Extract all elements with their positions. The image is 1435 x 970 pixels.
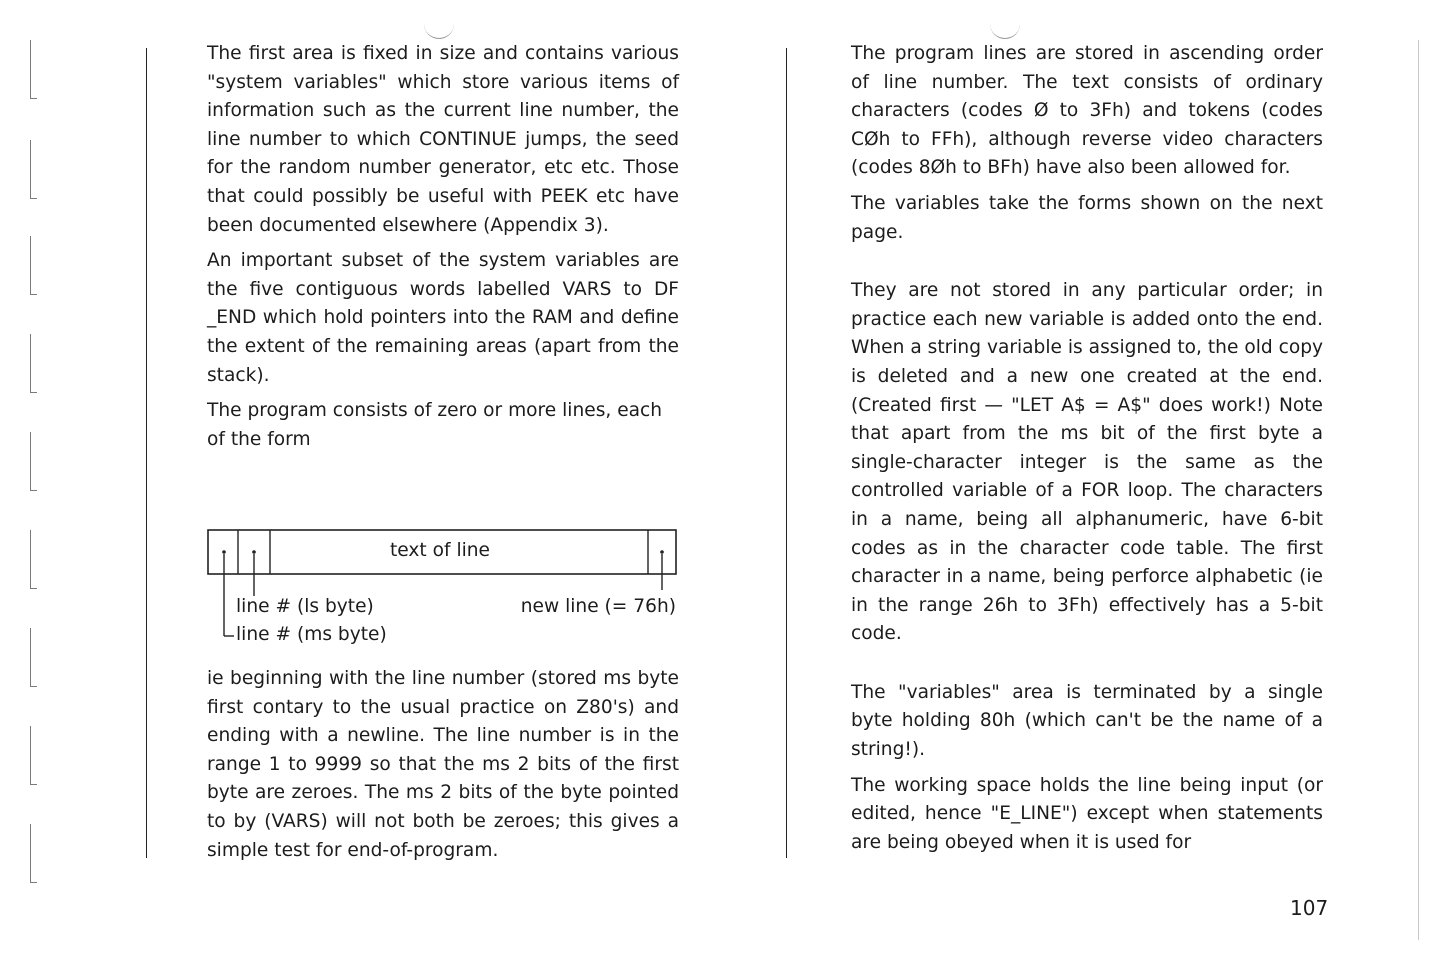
left-column-continued bbox=[207, 665, 679, 865]
diagram-box-text: text of line bbox=[390, 540, 490, 561]
spacer bbox=[851, 649, 1323, 679]
binding-mark bbox=[30, 726, 37, 785]
diagram-label-newline: new line (= 76h) bbox=[520, 596, 676, 617]
left-column bbox=[207, 40, 679, 454]
binding-mark bbox=[30, 40, 37, 99]
paragraph: The variables take the forms shown on the next page. bbox=[851, 192, 1323, 243]
spacer bbox=[851, 247, 1323, 277]
paragraph: The "variables" area is terminated by a single byte holding 80h (which can't be the name of a string!). bbox=[851, 681, 1323, 761]
paragraph: The first area is fixed in size and contains various "system variables" which store various items of information such as the current line number, the line number to which CONTINUE jumps, the seed for the random number generator, etc etc. Those that could possibly be useful with PEEK etc have been documented elsewhere (Appendix 3). bbox=[207, 43, 679, 236]
punch-hole bbox=[424, 10, 454, 39]
binding-mark bbox=[30, 432, 37, 491]
page-edge bbox=[1418, 40, 1419, 940]
paragraph: The program lines are stored in ascending order of line number. The text consists of ordinary characters (codes Ø to 3Fh) and tokens (codes CØh to FFh), although reverse video characters (codes 8Øh to BFh) have also been allowed for. bbox=[851, 43, 1323, 179]
right-column-rule bbox=[786, 48, 787, 858]
paragraph: The working space holds the line being input (or edited, hence "E_LINE") except when statements are being obeyed when it is used for bbox=[851, 774, 1323, 853]
program-line-diagram bbox=[206, 528, 682, 658]
right-column bbox=[851, 40, 1323, 857]
page-number: 107 bbox=[1290, 896, 1329, 920]
diagram-label-ms: line # (ms byte) bbox=[236, 624, 387, 645]
binding-mark bbox=[30, 140, 37, 199]
binding-mark bbox=[30, 530, 37, 589]
paragraph: The program consists of zero or more lines, each of the form bbox=[207, 400, 663, 450]
diagram-label-ls: line # (ls byte) bbox=[236, 596, 374, 617]
left-column-rule bbox=[146, 48, 147, 858]
binding-mark bbox=[30, 824, 37, 883]
paragraph: They are not stored in any particular order; in practice each new variable is added onto the end. When a string variable is assigned to, the old copy is deleted and a new one created at the end. (Created first — "LET A$ = A$" does work!) Note that apart from the ms bit of the first byte a single-character integer is the same as the controlled variable of a FOR loop. The characters in a name, being all alphanumeric, have 6-bit codes as in the character code table. The first character in a name, being perforce alphabetic (ie in the range 26h to 3Fh) effectively has a 5-bit code. bbox=[851, 280, 1323, 645]
binding-mark bbox=[30, 236, 37, 295]
paragraph: An important subset of the system variables are the five contiguous words labelled VARS to DF _END which hold pointers into the RAM and define the extent of the remaining areas (apart from the stack). bbox=[207, 250, 679, 386]
binding-mark bbox=[30, 628, 37, 687]
paragraph: ie beginning with the line number (stored ms byte first contary to the usual practice on Z80's) and ending with a newline. The line number is in the range 1 to 9999 so that the ms 2 bits of the first byte are zeroes. The ms 2 bits of the byte pointed to by (VARS) will not both be zeroes; this gives a simple test for end-of-program. bbox=[207, 668, 679, 861]
binding-mark bbox=[30, 334, 37, 393]
punch-hole bbox=[990, 10, 1020, 39]
